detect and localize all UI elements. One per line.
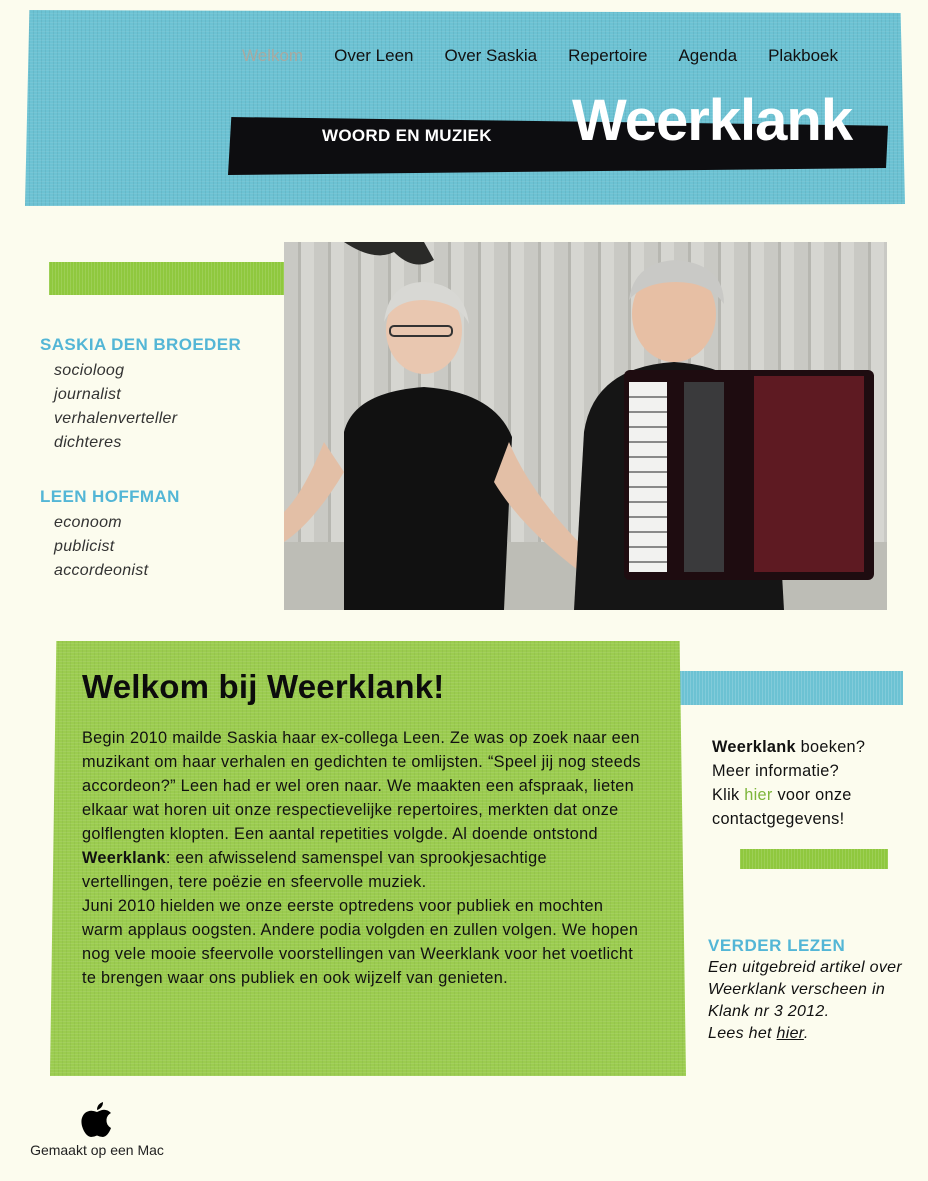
read-more-description: Een uitgebreid artikel over Weerklank verscheen in Klank nr 3 2012. [708,959,902,1020]
booking-text-3-post: voor onze contactgegevens! [712,786,852,828]
welcome-paragraph-1: Begin 2010 mailde Saskia haar ex-collega Leen. Ze was op zoek naar een muzikant om haar verhalen en gedichten te omlijsten. “Speel jij nog steeds accordeon?” Leen had er wel oren naar. We maakten een afspraak, lieten elkaar wat horen uit onze respectievelijke repertoires, merkten dat onze golflengten klopten. Een aantal repetities volgde. Al doende ontstond [82,729,641,843]
nav-item-welkom[interactable]: Welkom [242,46,304,65]
booking-info [712,735,902,831]
apple-icon [80,1100,114,1138]
decorative-blue-tape [657,671,903,705]
welcome-paragraph-1-tail: : een afwisselend samenspel van sprookjesachtige vertellingen, tere poëzie en sfeervolle muziek. [82,849,547,891]
duo-photo [284,242,887,610]
made-on-mac-label: Gemaakt op een Mac [30,1142,164,1158]
photo-illustration [284,242,887,610]
made-on-mac-badge[interactable] [22,1100,172,1160]
person-saskia [40,335,241,455]
contact-link[interactable]: hier [744,786,773,804]
read-more-title: VERDER LEZEN [708,936,846,955]
nav-item-repertoire[interactable]: Repertoire [568,46,648,65]
nav-item-agenda[interactable]: Agenda [678,46,738,65]
role-item: journalist [54,386,122,403]
read-more-text [708,957,913,1045]
role-item: publicist [54,538,115,555]
role-item: dichteres [54,434,122,451]
site-tagline: WOORD EN MUZIEK [322,126,492,145]
decorative-green-tape-small [740,849,888,869]
decorative-green-tape [49,262,299,295]
main-nav [242,45,838,67]
booking-text-2: Meer informatie? [712,762,839,780]
role-item: socioloog [54,362,125,379]
role-item: econoom [54,514,122,531]
person-name: SASKIA DEN BROEDER [40,335,242,354]
read-more-link-post: . [803,1025,809,1042]
booking-text-1: boeken? [795,738,866,756]
site-title: Weerklank [572,88,853,153]
nav-item-plakboek[interactable]: Plakboek [768,46,839,65]
person-leen [40,487,180,583]
article-link[interactable]: hier [776,1025,804,1042]
role-item: accordeonist [54,562,149,579]
nav-item-over-saskia[interactable]: Over Saskia [444,46,538,65]
welcome-bold-brand: Weerklank [82,849,166,867]
nav-item-over-leen[interactable]: Over Leen [334,46,414,65]
welcome-title: Welkom bij Weerklank! [82,668,445,705]
read-more-link-pre: Lees het [708,1025,777,1042]
welcome-paragraph-2: Juni 2010 hielden we onze eerste optredens voor publiek en mochten warm applaus oogsten. Andere podia volgden en zullen volgen. We hopen nog vele mooie sfeervolle voorstellingen van Weerklank voor het voetlicht te brengen waar ons publiek en ook wijzelf van genieten. [82,897,639,987]
booking-text-3-pre: Klik [712,786,745,804]
person-name: LEEN HOFFMAN [40,487,180,506]
role-list [40,359,241,455]
role-item: verhalenverteller [54,410,178,427]
role-list [40,511,180,583]
welcome-text [82,726,642,990]
booking-brand: Weerklank [712,738,796,756]
